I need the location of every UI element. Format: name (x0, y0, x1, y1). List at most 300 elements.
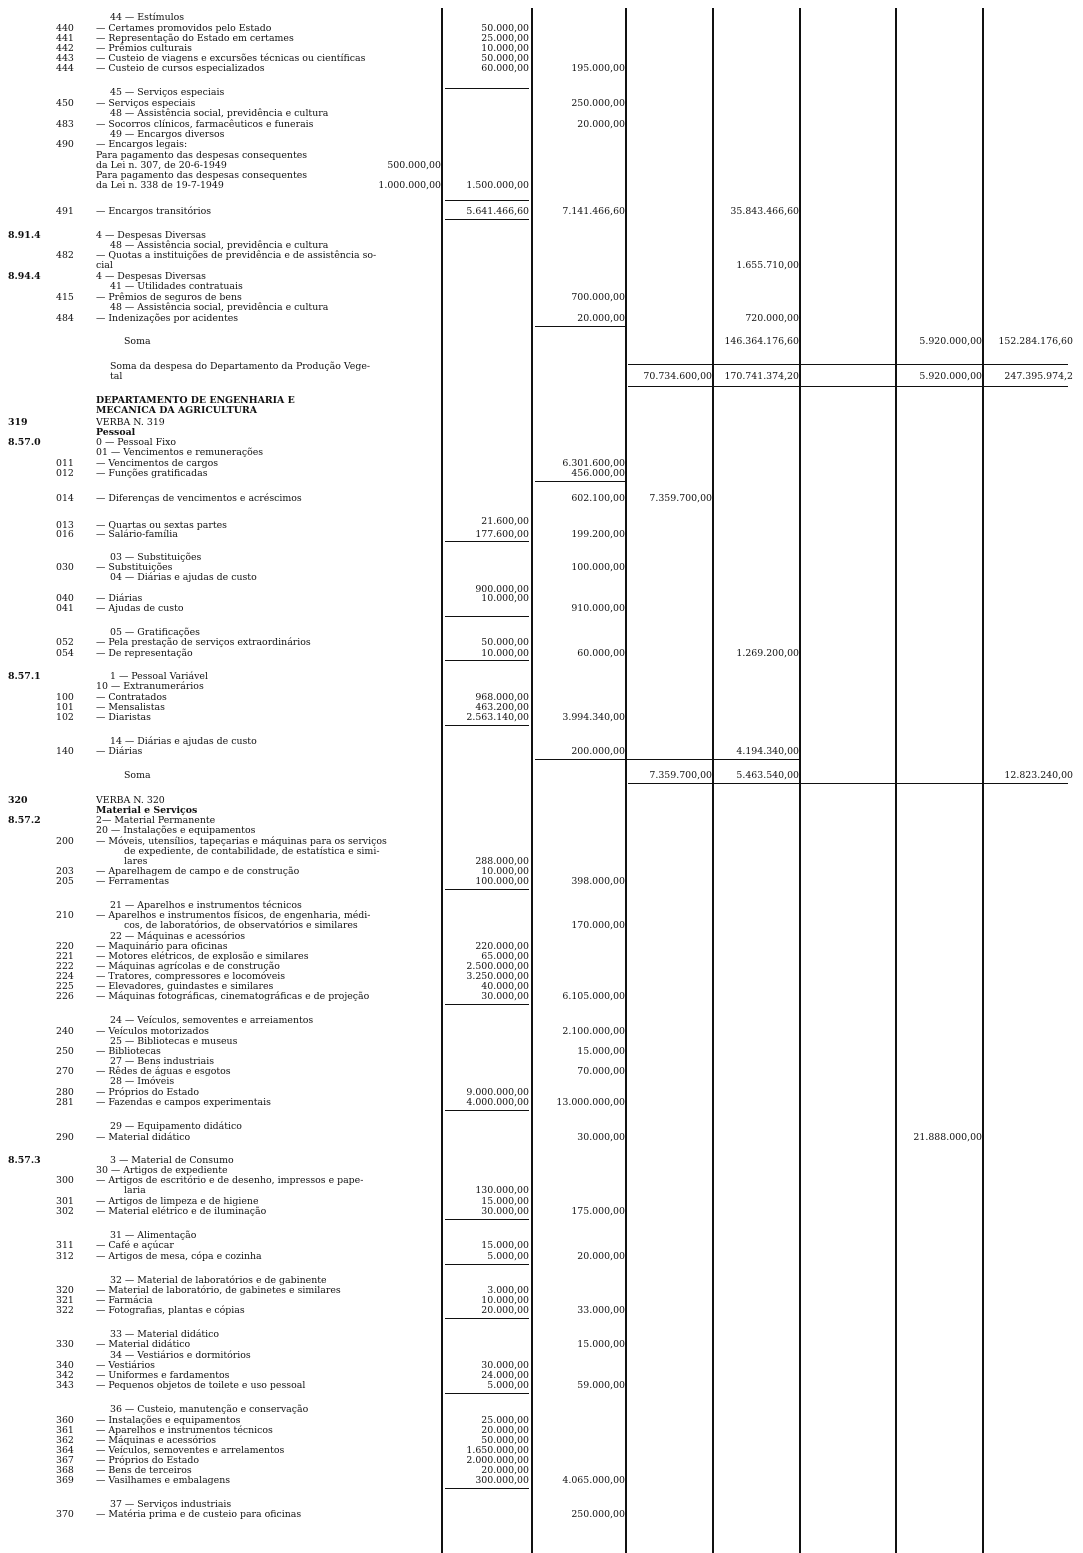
budget-row (0, 206, 1083, 217)
item-description: — Quartas ou sextas partes (96, 520, 227, 531)
item-description: laria (124, 1185, 146, 1196)
item-description: — Funções gratificadas (96, 468, 208, 479)
amount-c2: 30.000,00 (481, 1206, 529, 1217)
amount-c2: 5.000,00 (487, 1251, 529, 1262)
amount-c2: 15.000,00 (481, 1240, 529, 1251)
amount-c3: 250.000,00 (571, 98, 625, 109)
item-description: — Rêdes de águas e esgotos (96, 1066, 231, 1077)
item-description: 21 — Aparelhos e instrumentos técnicos (110, 900, 302, 911)
item-code: 140 (56, 746, 74, 757)
item-description: 32 — Material de laboratórios e de gabinente (110, 1275, 327, 1286)
amount-c2: 2.500.000,00 (466, 961, 529, 972)
amount-c3: 200.000,00 (571, 746, 625, 757)
amount-c2: 900.000,00 (475, 584, 529, 595)
subtotal-rule (535, 326, 625, 327)
item-description: Para pagamento das despesas consequentes (96, 170, 308, 181)
amount-c2: 25.000,00 (481, 33, 529, 44)
amount-c2: 24.000,00 (481, 1370, 529, 1381)
budget-row (0, 336, 1083, 347)
subtotal-rule (445, 616, 529, 617)
item-description: — Vencimentos de cargos (96, 458, 219, 469)
item-code: 011 (56, 458, 74, 469)
budget-row (0, 1076, 1083, 1087)
item-description: — Material didático (96, 1339, 191, 1350)
item-description: — Certames promovidos pelo Estado (96, 23, 272, 34)
item-description: — Uniformes e fardamentos (96, 1370, 230, 1381)
item-description: 29 — Equipamento didático (110, 1121, 242, 1132)
item-description: — Diaristas (96, 712, 151, 723)
amount-c2: 5.641.466,60 (466, 206, 529, 217)
budget-row (0, 876, 1083, 887)
amount-c5: 170.741.374,20 (724, 371, 799, 382)
item-code: 290 (56, 1132, 74, 1143)
amount-c2: 9.000.000,00 (466, 1087, 529, 1098)
budget-row (0, 825, 1083, 836)
budget-row (0, 529, 1083, 540)
item-code: 321 (56, 1295, 74, 1306)
section-code: 320 (8, 795, 28, 806)
item-description: 20 — Instalações e equipamentos (96, 825, 256, 836)
item-code: 450 (56, 98, 74, 109)
item-description: — Elevadores, guindastes e similares (96, 981, 274, 992)
item-description: 03 — Substituições (110, 552, 202, 563)
item-description: de expediente, de contabilidade, de estatística e simi- (124, 846, 380, 857)
amount-c7: 21.888.000,00 (913, 1132, 982, 1143)
budget-row (0, 1132, 1083, 1143)
item-code: 441 (56, 33, 74, 44)
amount-c2: 10.000,00 (481, 866, 529, 877)
item-code: 360 (56, 1415, 74, 1426)
item-description: — Representação do Estado em certames (96, 33, 294, 44)
amount-c3: 60.000,00 (577, 648, 625, 659)
amount-c2: 288.000,00 (475, 856, 529, 867)
amount-c8: 247.395.974,2 (1004, 371, 1073, 382)
amount-c2: 130.000,00 (475, 1185, 529, 1196)
budget-row (0, 1305, 1083, 1316)
amount-c2: 3.250.000,00 (466, 971, 529, 982)
amount-c5: 1.269.200,00 (736, 648, 799, 659)
item-description: — Serviços especiais (96, 98, 196, 109)
item-description: — Farmácia (96, 1295, 153, 1306)
item-description: — Encargos transitórios (96, 206, 212, 217)
amount-c3: 4.065.000,00 (562, 1475, 625, 1486)
item-description: — Ferramentas (96, 876, 170, 887)
budget-row (0, 260, 1083, 271)
item-description: — Prêmios culturais (96, 43, 192, 54)
budget-row (0, 180, 1083, 191)
budget-row (0, 468, 1083, 479)
item-description: VERBA N. 319 (96, 417, 165, 428)
item-code: 030 (56, 562, 74, 573)
item-code: 210 (56, 910, 74, 921)
item-code: 483 (56, 119, 74, 130)
item-description: — Diárias (96, 593, 143, 604)
subtotal-rule (445, 889, 529, 890)
item-description: 3 — Material de Consumo (110, 1155, 234, 1166)
item-description: 22 — Máquinas e acessórios (110, 931, 246, 942)
subtotal-rule (445, 1488, 529, 1489)
item-code: 312 (56, 1251, 74, 1262)
item-description: — Custeio de viagens e excursões técnicas ou científicas (96, 53, 366, 64)
amount-c2: 60.000,00 (481, 63, 529, 74)
amount-c3: 398.000,00 (571, 876, 625, 887)
item-description: 30 — Artigos de expediente (96, 1165, 228, 1176)
item-code: 222 (56, 961, 74, 972)
item-description: 37 — Serviços industriais (110, 1499, 232, 1510)
amount-c8: 12.823.240,00 (1004, 770, 1073, 781)
budget-row (0, 1380, 1083, 1391)
subtotal-rule (445, 1318, 529, 1319)
subtotal-rule (445, 1110, 529, 1111)
item-description: — Mensalistas (96, 702, 165, 713)
section-code: 8.57.2 (8, 815, 41, 826)
item-description: Soma (124, 336, 151, 347)
item-code: 330 (56, 1339, 74, 1350)
item-code: 444 (56, 63, 74, 74)
budget-row (0, 63, 1083, 74)
item-description: — Maquinário para oficinas (96, 941, 228, 952)
section-code: 8.91.4 (8, 230, 41, 241)
item-description: — Aparelhos e instrumentos físicos, de engenharia, médi- (96, 910, 371, 921)
amount-c3: 3.994.340,00 (562, 712, 625, 723)
amount-c3: 6.301.600,00 (562, 458, 625, 469)
item-description: — Máquinas agrícolas e de construção (96, 961, 280, 972)
item-description: 1 — Pessoal Variável (110, 671, 208, 682)
item-code: 205 (56, 876, 74, 887)
item-description: — Salário-família (96, 529, 178, 540)
subtotal-rule (535, 481, 625, 482)
item-description: 34 — Vestiários e dormitórios (110, 1350, 251, 1361)
amount-c3: 7.141.466,60 (562, 206, 625, 217)
item-code: 054 (56, 648, 74, 659)
budget-row (0, 1206, 1083, 1217)
amount-c2: 220.000,00 (475, 941, 529, 952)
item-description: — Vestiários (96, 1360, 155, 1371)
item-description: 45 — Serviços especiais (110, 87, 225, 98)
item-description: 27 — Bens industriais (110, 1056, 215, 1067)
item-code: 343 (56, 1380, 74, 1391)
budget-row (0, 1185, 1083, 1196)
item-code: 052 (56, 637, 74, 648)
item-description: DEPARTAMENTO DE ENGENHARIA E (96, 395, 295, 406)
item-description: 28 — Imóveis (110, 1076, 175, 1087)
item-description: — Motores elétricos, de explosão e similares (96, 951, 309, 962)
item-code: 041 (56, 603, 74, 614)
item-code: 102 (56, 712, 74, 723)
budget-row (0, 139, 1083, 150)
item-description: 05 — Gratificações (110, 627, 200, 638)
budget-row (0, 712, 1083, 723)
item-description: — Tratores, compressores e locomóveis (96, 971, 286, 982)
amount-c2: 2.000.000,00 (466, 1455, 529, 1466)
item-description: da Lei n. 307, de 20-6-1949 (96, 160, 227, 171)
amount-c3: 59.000,00 (577, 1380, 625, 1391)
item-description: 2— Material Permanente (96, 815, 216, 826)
item-code: 482 (56, 250, 74, 261)
item-description: — Diferenças de vencimentos e acréscimos (96, 493, 302, 504)
subtotal-rule (535, 759, 799, 760)
budget-row (0, 991, 1083, 1002)
subtotal-rule (445, 541, 529, 542)
amount-c8: 152.284.176,60 (998, 336, 1073, 347)
budget-row (0, 770, 1083, 781)
item-code: 270 (56, 1066, 74, 1077)
item-code: 280 (56, 1087, 74, 1098)
item-code: 368 (56, 1465, 74, 1476)
budget-row (0, 572, 1083, 583)
budget-row (0, 603, 1083, 614)
amount-c7: 5.920.000,00 (919, 336, 982, 347)
budget-row (0, 1404, 1083, 1415)
item-description: — Móveis, utensílios, tapeçarias e máquinas para os serviços (96, 836, 387, 847)
item-description: 48 — Assistência social, previdência e cultura (110, 240, 329, 251)
item-description: — Instalações e equipamentos (96, 1415, 241, 1426)
item-code: 240 (56, 1026, 74, 1037)
amount-c2: 3.000,00 (487, 1285, 529, 1296)
item-description: 24 — Veículos, semoventes e arreiamentos (110, 1015, 314, 1026)
item-description: 48 — Assistência social, previdência e cultura (110, 108, 329, 119)
amount-c2: 2.563.140,00 (466, 712, 529, 723)
budget-row (0, 681, 1083, 692)
item-description: — Máquinas fotográficas, cinematográficas e de projeção (96, 991, 370, 1002)
section-code: 8.57.0 (8, 437, 41, 448)
budget-row (0, 920, 1083, 931)
item-description: Material e Serviços (96, 805, 198, 816)
item-code: 100 (56, 692, 74, 703)
item-code: 311 (56, 1240, 74, 1251)
item-code: 013 (56, 520, 74, 531)
item-code: 300 (56, 1175, 74, 1186)
total-rule (628, 783, 1068, 784)
amount-c3: 100.000,00 (571, 562, 625, 573)
item-description: — Contratados (96, 692, 167, 703)
item-code: 361 (56, 1425, 74, 1436)
amount-c2: 10.000,00 (481, 43, 529, 54)
subtotal-rule (445, 1219, 529, 1220)
subtotal-rule (445, 1393, 529, 1394)
budget-row (0, 313, 1083, 324)
budget-row (0, 108, 1083, 119)
amount-c2: 15.000,00 (481, 1196, 529, 1207)
budget-row (0, 648, 1083, 659)
item-description: — Máquinas e acessórios (96, 1435, 217, 1446)
amount-c3: 15.000,00 (577, 1046, 625, 1057)
amount-c5: 35.843.466,60 (730, 206, 799, 217)
item-description: 4 — Despesas Diversas (96, 271, 206, 282)
item-code: 370 (56, 1509, 74, 1520)
item-description: 41 — Utilidades contratuais (110, 281, 243, 292)
item-description: — Material didático (96, 1132, 191, 1143)
item-code: 014 (56, 493, 74, 504)
amount-c5: 4.194.340,00 (736, 746, 799, 757)
amount-c2: 30.000,00 (481, 991, 529, 1002)
amount-c3: 175.000,00 (571, 1206, 625, 1217)
budget-row (0, 637, 1083, 648)
total-rule (628, 386, 1068, 387)
amount-c3: 20.000,00 (577, 313, 625, 324)
item-code: 203 (56, 866, 74, 877)
item-description: — Café e açúcar (96, 1240, 174, 1251)
amount-c3: 20.000,00 (577, 119, 625, 130)
item-code: 484 (56, 313, 74, 324)
item-description: — Vasilhames e embalagens (96, 1475, 231, 1486)
item-description: VERBA N. 320 (96, 795, 165, 806)
item-description: — Próprios do Estado (96, 1455, 199, 1466)
amount-c3: 250.000,00 (571, 1509, 625, 1520)
amount-c1: 1.000.000,00 (378, 180, 441, 191)
amount-c2: 30.000,00 (481, 1360, 529, 1371)
subtotal-rule (445, 1004, 529, 1005)
budget-row (0, 371, 1083, 382)
amount-c4: 7.359.700,00 (649, 770, 712, 781)
item-code: 224 (56, 971, 74, 982)
budget-row (0, 1251, 1083, 1262)
amount-c3: 195.000,00 (571, 63, 625, 74)
item-code: 250 (56, 1046, 74, 1057)
amount-c2: 300.000,00 (475, 1475, 529, 1486)
item-description: cial (96, 260, 113, 271)
item-description: — Fotografias, plantas e cópias (96, 1305, 245, 1316)
item-description: — Diárias (96, 746, 143, 757)
item-description: — Matéria prima e de custeio para oficinas (96, 1509, 302, 1520)
amount-c2: 177.600,00 (475, 529, 529, 540)
subtotal-rule (445, 660, 529, 661)
item-description: — Encargos legais: (96, 139, 188, 150)
item-code: 040 (56, 593, 74, 604)
amount-c3: 6.105.000,00 (562, 991, 625, 1002)
item-description: — Bens de terceiros (96, 1465, 192, 1476)
item-description: 48 — Assistência social, previdência e cultura (110, 302, 329, 313)
item-description: — Bibliotecas (96, 1046, 161, 1057)
item-code: 016 (56, 529, 74, 540)
amount-c2: 10.000,00 (481, 593, 529, 604)
item-description: — Pequenos objetos de toilete e uso pessoal (96, 1380, 306, 1391)
amount-c3: 602.100,00 (571, 493, 625, 504)
budget-row (0, 281, 1083, 292)
item-description: — Próprios do Estado (96, 1087, 199, 1098)
amount-c3: 13.000.000,00 (556, 1097, 625, 1108)
item-code: 342 (56, 1370, 74, 1381)
amount-c2: 968.000,00 (475, 692, 529, 703)
amount-c2: 50.000,00 (481, 637, 529, 648)
item-description: 04 — Diárias e ajudas de custo (110, 572, 257, 583)
amount-c3: 456.000,00 (571, 468, 625, 479)
item-description: 33 — Material didático (110, 1329, 220, 1340)
subtotal-rule (445, 219, 529, 220)
item-description: — Veículos, semoventes e arrelamentos (96, 1445, 285, 1456)
subtotal-rule (445, 725, 529, 726)
amount-c5: 146.364.176,60 (724, 336, 799, 347)
amount-c4: 7.359.700,00 (649, 493, 712, 504)
amount-c2: 5.000,00 (487, 1380, 529, 1391)
item-code: 491 (56, 206, 74, 217)
budget-row (0, 302, 1083, 313)
amount-c3: 910.000,00 (571, 603, 625, 614)
item-description: cos, de laboratórios, de observatórios e similares (124, 920, 358, 931)
item-code: 226 (56, 991, 74, 1002)
budget-row (0, 1339, 1083, 1350)
budget-row (0, 1121, 1083, 1132)
item-description: — Artigos de mesa, cópa e cozinha (96, 1251, 262, 1262)
item-code: 220 (56, 941, 74, 952)
amount-c2: 20.000,00 (481, 1305, 529, 1316)
item-description: — Quotas a instituições de previdência e de assistência so- (96, 250, 377, 261)
item-description: — Indenizações por acidentes (96, 313, 239, 324)
budget-row (0, 1015, 1083, 1026)
item-description: Soma (124, 770, 151, 781)
amount-c2: 1.500.000,00 (466, 180, 529, 191)
amount-c5: 1.655.710,00 (736, 260, 799, 271)
item-description: — Substituições (96, 562, 173, 573)
item-code: 101 (56, 702, 74, 713)
budget-row (0, 87, 1083, 98)
item-description: 31 — Alimentação (110, 1230, 197, 1241)
subtotal-rule (445, 1264, 529, 1265)
budget-row (0, 12, 1083, 23)
item-description: — Material de laboratório, de gabinetes e similares (96, 1285, 341, 1296)
section-code: 8.57.1 (8, 671, 41, 682)
amount-c3: 15.000,00 (577, 1339, 625, 1350)
amount-c2: 50.000,00 (481, 1435, 529, 1446)
item-description: — Prêmios de seguros de bens (96, 292, 242, 303)
item-description: 10 — Extranumerários (96, 681, 204, 692)
amount-c4: 70.734.600,00 (643, 371, 712, 382)
amount-c5: 720.000,00 (745, 313, 799, 324)
amount-c3: 170.000,00 (571, 920, 625, 931)
amount-c1: 500.000,00 (387, 160, 441, 171)
item-code: 490 (56, 139, 74, 150)
item-description: 25 — Bibliotecas e museus (110, 1036, 238, 1047)
amount-c2: 50.000,00 (481, 53, 529, 64)
budget-row (0, 746, 1083, 757)
item-description: 49 — Encargos diversos (110, 129, 225, 140)
item-code: 200 (56, 836, 74, 847)
item-description: 36 — Custeio, manutenção e conservação (110, 1404, 309, 1415)
item-code: 320 (56, 1285, 74, 1296)
item-description: MECANICA DA AGRICULTURA (96, 405, 258, 416)
item-description: — Aparelhos e instrumentos técnicos (96, 1425, 273, 1436)
item-code: 221 (56, 951, 74, 962)
amount-c3: 70.000,00 (577, 1066, 625, 1077)
amount-c2: 4.000.000,00 (466, 1097, 529, 1108)
item-code: 012 (56, 468, 74, 479)
amount-c2: 65.000,00 (481, 951, 529, 962)
amount-c2: 10.000,00 (481, 648, 529, 659)
budget-row (0, 1097, 1083, 1108)
amount-c2: 1.650.000,00 (466, 1445, 529, 1456)
budget-row (0, 493, 1083, 504)
section-code: 8.94.4 (8, 271, 41, 282)
budget-row (0, 405, 1083, 416)
amount-c2: 21.600,00 (481, 516, 529, 527)
item-description: — Pela prestação de serviços extraordinários (96, 637, 311, 648)
item-description: — Artigos de limpeza e de higiene (96, 1196, 259, 1207)
item-description: Para pagamento das despesas consequentes (96, 150, 308, 161)
amount-c2: 463.200,00 (475, 702, 529, 713)
amount-c2: 40.000,00 (481, 981, 529, 992)
item-description: tal (110, 371, 123, 382)
item-code: 440 (56, 23, 74, 34)
amount-c2: 10.000,00 (481, 1295, 529, 1306)
amount-c2: 50.000,00 (481, 23, 529, 34)
item-description: da Lei n. 338 de 19-7-1949 (96, 180, 224, 191)
item-code: 415 (56, 292, 74, 303)
budget-row (0, 447, 1083, 458)
item-description: — Material elétrico e de iluminação (96, 1206, 267, 1217)
item-description: — Ajudas de custo (96, 603, 184, 614)
item-description: 4 — Despesas Diversas (96, 230, 206, 241)
item-description: lares (124, 856, 148, 867)
